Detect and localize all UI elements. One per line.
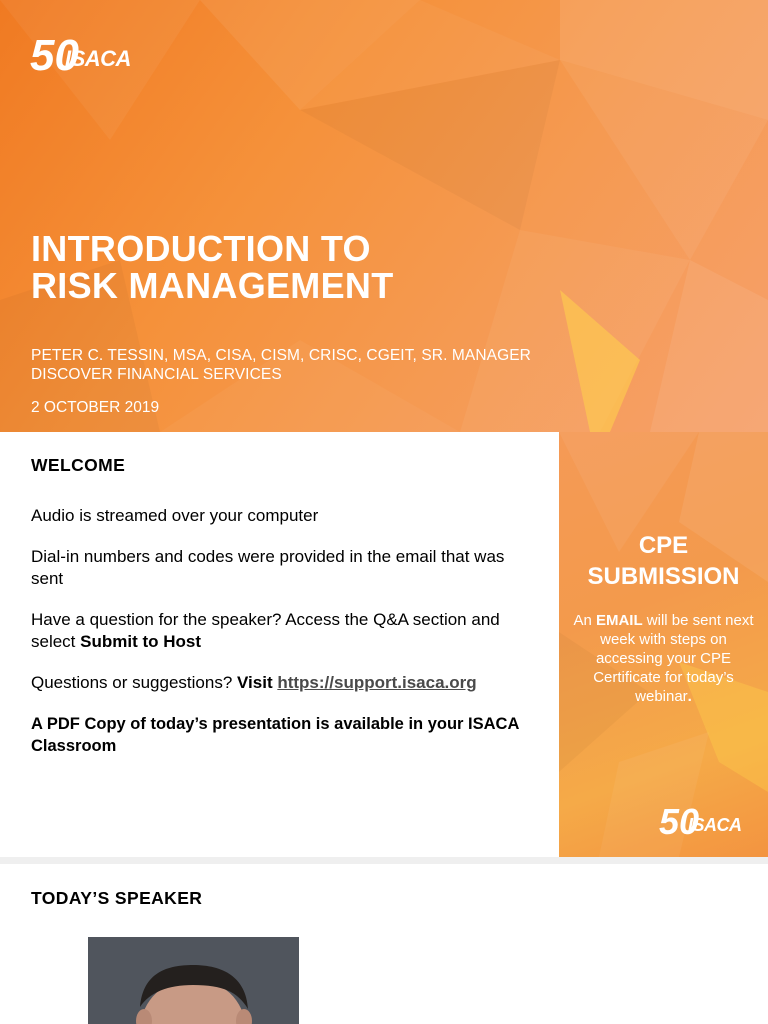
cpe-description bbox=[573, 611, 754, 706]
cpe-text-prefix: An bbox=[573, 612, 596, 629]
bullet-pdf-copy: A PDF Copy of today’s presentation is available in your ISACA Classroom bbox=[31, 715, 519, 755]
cpe-text-rest: will be sent next week with steps on accessing your CPE Certificate for today’s webinar bbox=[593, 612, 754, 705]
bullet-audio: Audio is streamed over your computer bbox=[31, 506, 319, 525]
title-line-2: RISK MANAGEMENT bbox=[31, 265, 394, 306]
logo-text: ISACA bbox=[688, 815, 742, 835]
title-line-1: INTRODUCTION TO bbox=[31, 228, 371, 269]
cpe-title-line-2: SUBMISSION bbox=[587, 563, 740, 590]
slide-divider bbox=[0, 857, 768, 864]
welcome-heading: WELCOME bbox=[31, 455, 126, 475]
presenter-name: PETER C. TESSIN, MSA, CISA, CISM, CRISC, CGEIT, SR. MANAGER bbox=[31, 347, 531, 364]
logo-number: 50 bbox=[30, 31, 79, 80]
list-item bbox=[31, 713, 541, 757]
slide-title bbox=[31, 230, 394, 304]
isaca-50-logo bbox=[30, 31, 131, 80]
welcome-list bbox=[31, 505, 541, 776]
list-item bbox=[31, 546, 541, 590]
speaker-heading: TODAY’S SPEAKER bbox=[31, 888, 203, 908]
bullet-dial-in: Dial-in numbers and codes were provided in the email that was sent bbox=[31, 547, 505, 588]
speaker-photo bbox=[88, 937, 299, 1024]
bullet-suggestions-text: Questions or suggestions? bbox=[31, 673, 238, 692]
presenter-info bbox=[31, 346, 531, 384]
visit-label: Visit bbox=[237, 673, 273, 692]
cpe-title-line-1: CPE bbox=[638, 532, 689, 559]
title-slide bbox=[0, 0, 768, 432]
speaker-slide bbox=[0, 864, 768, 1024]
bullet-question-text: Have a question for the speaker? Access the Q&A section and select bbox=[31, 610, 500, 651]
isaca-50-logo-small bbox=[659, 801, 742, 842]
list-item bbox=[31, 609, 541, 653]
welcome-slide bbox=[0, 432, 768, 857]
logo-number: 50 bbox=[659, 801, 700, 842]
cpe-title bbox=[559, 530, 768, 592]
cpe-submission-panel bbox=[559, 432, 768, 857]
cpe-text-end: . bbox=[687, 688, 692, 705]
presenter-company: DISCOVER FINANCIAL SERVICES bbox=[31, 366, 282, 383]
speaker-portrait bbox=[88, 937, 299, 1024]
list-item bbox=[31, 505, 541, 527]
presentation-date: 2 OCTOBER 2019 bbox=[31, 399, 160, 416]
cpe-email-label: EMAIL bbox=[595, 612, 643, 629]
logo-text: ISACA bbox=[64, 46, 131, 71]
submit-to-host-label: Submit to Host bbox=[80, 632, 202, 651]
support-link[interactable]: https://support.isaca.org bbox=[277, 673, 477, 692]
list-item bbox=[31, 672, 541, 694]
